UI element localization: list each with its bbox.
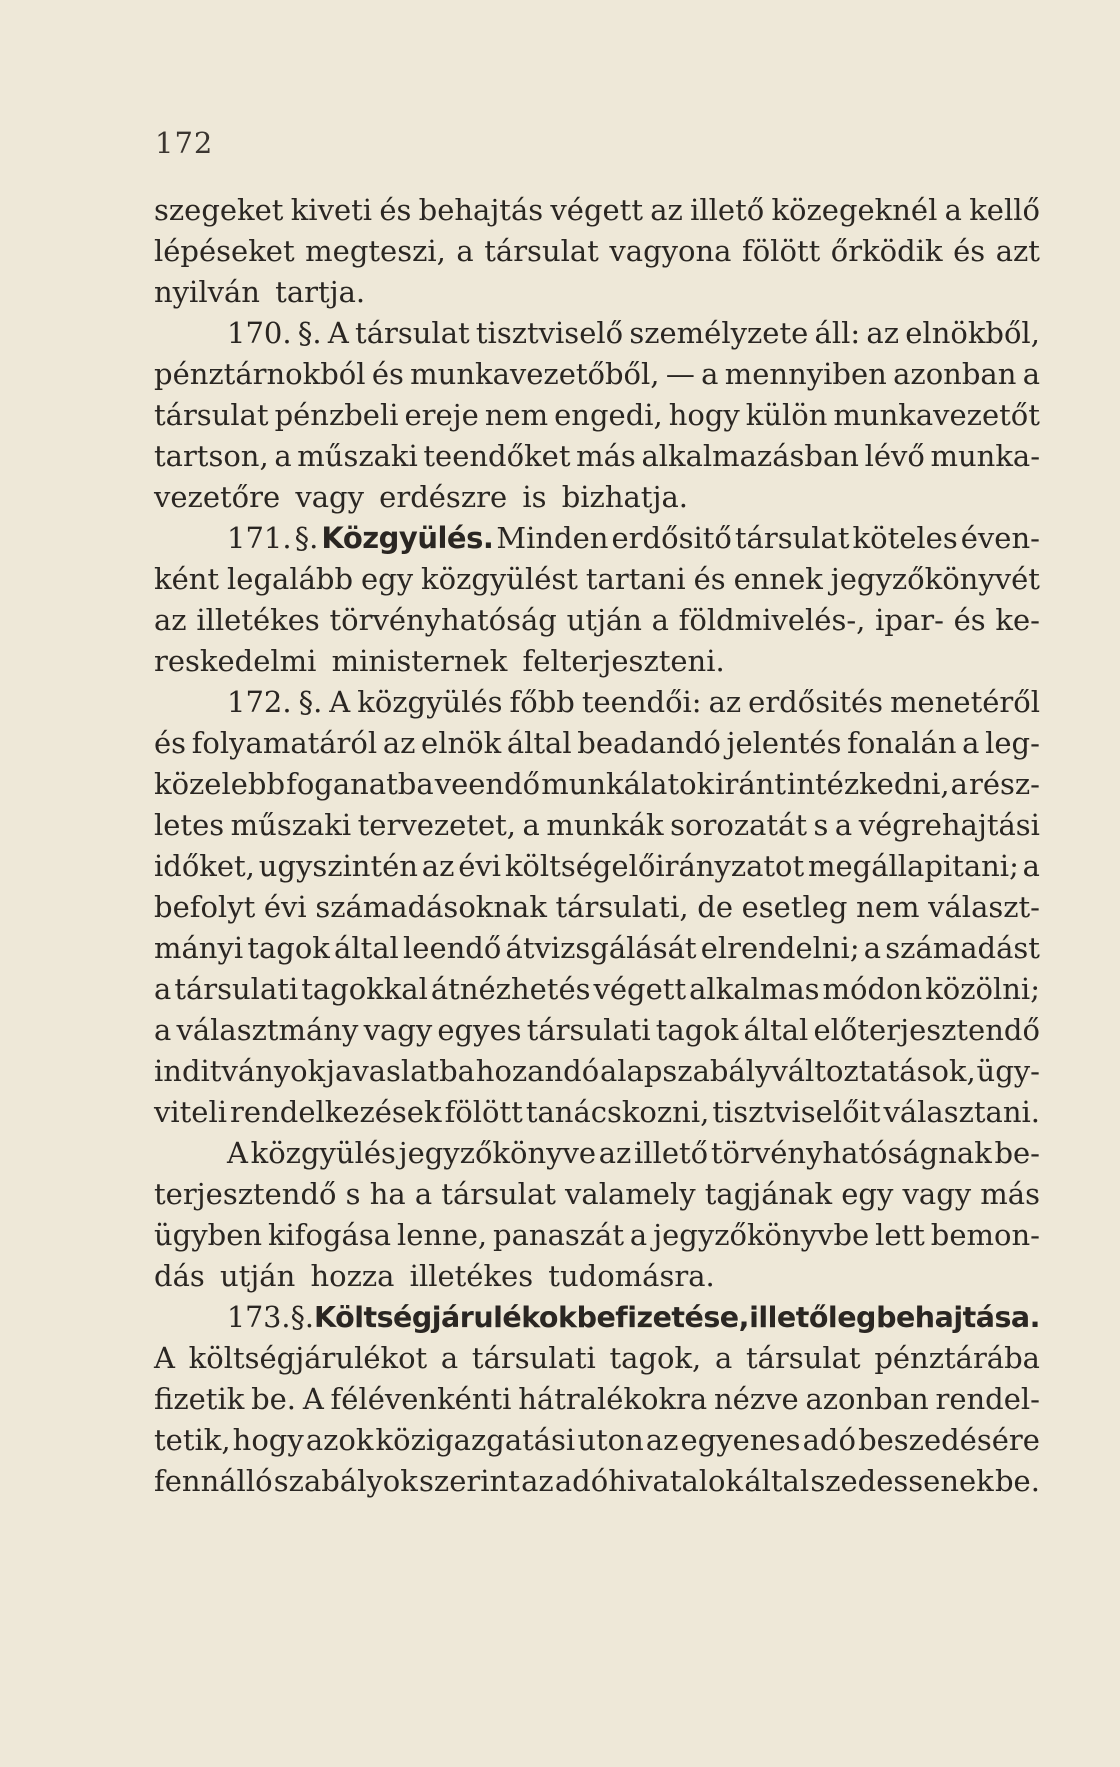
word: §. bbox=[298, 685, 323, 719]
word: §. bbox=[290, 1301, 314, 1334]
word: és bbox=[953, 234, 986, 268]
word: az bbox=[650, 193, 683, 227]
text-line bbox=[154, 846, 1040, 887]
word: erdősités bbox=[748, 685, 884, 719]
word: behajtása. bbox=[876, 1301, 1040, 1334]
word: az bbox=[708, 685, 742, 719]
word: lett bbox=[875, 1218, 925, 1252]
text-line bbox=[154, 1215, 1040, 1256]
word: és bbox=[693, 562, 726, 596]
word: személyzete bbox=[629, 316, 809, 350]
word: évi bbox=[458, 849, 502, 883]
word: társulat bbox=[355, 316, 470, 350]
text-line bbox=[154, 1379, 1040, 1420]
word: a bbox=[414, 1177, 433, 1211]
text-line bbox=[154, 1338, 1040, 1379]
word: társulati, bbox=[555, 890, 689, 924]
word: valamely bbox=[565, 1177, 696, 1211]
word: tagok bbox=[655, 1013, 739, 1047]
word: az bbox=[598, 1136, 632, 1170]
word: javaslatba bbox=[326, 1054, 475, 1088]
word: áll: bbox=[814, 316, 861, 350]
word: A bbox=[154, 1341, 175, 1375]
word: tervezetet, bbox=[357, 808, 517, 842]
word: a bbox=[154, 972, 172, 1006]
word: elnök bbox=[421, 726, 502, 760]
word: munkavezetőt bbox=[833, 398, 1040, 432]
word: teendőket bbox=[423, 439, 571, 473]
word: végett bbox=[593, 972, 687, 1006]
word: nem bbox=[484, 398, 549, 432]
word: társulat bbox=[746, 1341, 861, 1375]
word: ügyben bbox=[154, 1218, 263, 1252]
word: legalább bbox=[227, 562, 354, 596]
word: szerint bbox=[419, 1464, 520, 1498]
text-line bbox=[154, 1174, 1040, 1215]
word: iránt bbox=[715, 767, 786, 801]
word: veendő bbox=[434, 767, 541, 801]
word: fölött bbox=[741, 234, 821, 268]
word: alapszabályváltoztatások, bbox=[599, 1054, 976, 1088]
word: leendő bbox=[403, 931, 502, 965]
word: hogy bbox=[232, 1423, 304, 1457]
text-line: vezetőre vagy erdészre is bizhatja. bbox=[154, 480, 688, 514]
word: vagy bbox=[902, 1177, 972, 1211]
word: panaszát bbox=[493, 1218, 624, 1252]
word: előterjesztendő bbox=[813, 1013, 1040, 1047]
word: munkák bbox=[546, 808, 664, 842]
word: közegeknél bbox=[771, 193, 938, 227]
word: évi bbox=[263, 890, 307, 924]
word: jegyzőkönyvbe bbox=[653, 1218, 870, 1252]
word: közgyülés bbox=[357, 685, 503, 719]
text-line bbox=[154, 1133, 1040, 1174]
word: Minden bbox=[496, 521, 609, 555]
word: terjesztendő bbox=[154, 1177, 337, 1211]
word: a bbox=[834, 808, 853, 842]
word: főbb bbox=[509, 685, 575, 719]
text-line: nyilván tartja. bbox=[154, 275, 366, 309]
word: pénztárába bbox=[874, 1341, 1040, 1375]
word: ugyszintén bbox=[258, 849, 418, 883]
word: elrendelni; bbox=[700, 931, 860, 965]
word: a bbox=[1022, 357, 1040, 391]
word: inditványok bbox=[154, 1054, 326, 1088]
word: közölni; bbox=[925, 972, 1040, 1006]
word: egy bbox=[841, 1177, 894, 1211]
text-line bbox=[154, 764, 1040, 805]
word: tagok, bbox=[609, 1341, 702, 1375]
word: munka- bbox=[930, 439, 1040, 473]
word: tagokkal bbox=[301, 972, 428, 1006]
word: lenne, bbox=[396, 1218, 488, 1252]
word: éven- bbox=[960, 521, 1040, 555]
word: nézve bbox=[713, 1382, 799, 1416]
word: Közgyülés. bbox=[321, 521, 494, 555]
text-line: reskedelmi ministernek felterjeszteni. bbox=[154, 644, 725, 678]
word: költségjárulékot bbox=[188, 1341, 428, 1375]
word: társulati bbox=[471, 1341, 596, 1375]
text-line bbox=[154, 518, 1040, 559]
word: beadandó bbox=[577, 726, 721, 760]
word: mennyiben bbox=[724, 357, 887, 391]
word: azonban bbox=[893, 357, 1017, 391]
word: uton bbox=[577, 1423, 644, 1457]
text-line bbox=[154, 1420, 1040, 1461]
word: időket, bbox=[154, 849, 255, 883]
word: szabályok bbox=[273, 1464, 418, 1498]
word: engedi, bbox=[554, 398, 663, 432]
text-line bbox=[154, 436, 1040, 477]
word: tisztviselőit bbox=[712, 1095, 881, 1129]
word: pénzbeli bbox=[274, 398, 399, 432]
word: társulat bbox=[484, 234, 599, 268]
word: ennek bbox=[733, 562, 823, 596]
text-line bbox=[154, 723, 1040, 764]
word: illető bbox=[634, 1136, 709, 1170]
text-line bbox=[154, 1092, 1040, 1133]
word: szegeket bbox=[154, 193, 284, 227]
word: a bbox=[944, 193, 962, 227]
page-number: 172 bbox=[155, 126, 214, 160]
word: adó bbox=[802, 1423, 856, 1457]
word: a bbox=[714, 1341, 733, 1375]
word: ként bbox=[154, 562, 220, 596]
word: költségelőirányzatot bbox=[504, 849, 805, 883]
word: kellő bbox=[969, 193, 1040, 227]
word: a bbox=[274, 439, 292, 473]
word: által bbox=[334, 931, 399, 965]
word: átvizsgálását bbox=[505, 931, 697, 965]
word: műszaki bbox=[297, 439, 418, 473]
word: esetleg bbox=[741, 890, 848, 924]
word: be. bbox=[994, 1464, 1040, 1498]
word: az bbox=[154, 603, 187, 637]
word: intézkedni, bbox=[787, 767, 950, 801]
word: adóhivatalok bbox=[554, 1464, 744, 1498]
word: társulati bbox=[174, 972, 299, 1006]
word: által bbox=[744, 1464, 810, 1498]
word: szedessenek bbox=[810, 1464, 994, 1498]
word: tartson, bbox=[154, 439, 269, 473]
word: társulat bbox=[734, 521, 850, 555]
word: erdősitő bbox=[611, 521, 732, 555]
word: rendelkezések bbox=[230, 1095, 442, 1129]
word: műszaki bbox=[230, 808, 352, 842]
text-line bbox=[154, 313, 1040, 354]
text-line bbox=[154, 1051, 1040, 1092]
word: tagjának bbox=[704, 1177, 833, 1211]
word: választ- bbox=[928, 890, 1040, 924]
word: kifogása bbox=[267, 1218, 392, 1252]
body-text bbox=[154, 190, 1040, 1502]
word: rendel- bbox=[935, 1382, 1040, 1416]
word: társulati bbox=[526, 1013, 651, 1047]
text-line bbox=[154, 395, 1040, 436]
word: tanácskozni, bbox=[525, 1095, 710, 1129]
word: sorozatát bbox=[670, 808, 807, 842]
word: leg- bbox=[985, 726, 1040, 760]
text-line bbox=[154, 928, 1040, 969]
word: alkalmas bbox=[689, 972, 820, 1006]
word: befizetése, bbox=[576, 1301, 749, 1334]
word: választani. bbox=[883, 1095, 1040, 1129]
word: egy bbox=[360, 562, 414, 596]
text-line bbox=[154, 1297, 1040, 1338]
word: lévő bbox=[864, 439, 925, 473]
word: tagok bbox=[247, 931, 330, 965]
word: a bbox=[629, 1218, 648, 1252]
word: beszedésére bbox=[858, 1423, 1040, 1457]
word: a bbox=[962, 726, 980, 760]
word: letes bbox=[154, 808, 225, 842]
word: illető bbox=[690, 193, 765, 227]
word: 172. bbox=[227, 685, 292, 719]
word: folyamatáról bbox=[191, 726, 378, 760]
text-line bbox=[154, 354, 1040, 395]
word: tartani bbox=[585, 562, 686, 596]
word: a bbox=[456, 234, 474, 268]
word: azt bbox=[995, 234, 1040, 268]
word: egyes bbox=[437, 1013, 522, 1047]
word: rész- bbox=[969, 767, 1040, 801]
word: jegyzőkönyvét bbox=[830, 562, 1040, 596]
word: közgyülés bbox=[250, 1136, 396, 1170]
word: az bbox=[521, 1464, 554, 1498]
word: elnökből, bbox=[905, 316, 1040, 350]
word: ha bbox=[369, 1177, 406, 1211]
word: A bbox=[327, 316, 349, 350]
word: a bbox=[863, 931, 882, 965]
word: teendői: bbox=[581, 685, 702, 719]
word: s bbox=[345, 1177, 361, 1211]
word: közelebb bbox=[154, 767, 286, 801]
word: végrehajtási bbox=[858, 808, 1040, 842]
word: de bbox=[697, 890, 733, 924]
word: tetik, bbox=[154, 1423, 231, 1457]
word: Költségjárulékok bbox=[314, 1301, 577, 1334]
word: mányi bbox=[154, 931, 244, 965]
word: A bbox=[329, 685, 351, 719]
text-line bbox=[154, 805, 1040, 846]
word: alkalmazásban bbox=[641, 439, 859, 473]
word: §. bbox=[294, 521, 319, 555]
word: ügy- bbox=[976, 1054, 1040, 1088]
word: §. bbox=[297, 316, 322, 350]
word: végett bbox=[550, 193, 643, 227]
word: közigazgatási bbox=[375, 1423, 576, 1457]
word: behajtás bbox=[418, 193, 544, 227]
word: bemon- bbox=[930, 1218, 1040, 1252]
word: illetékes bbox=[196, 603, 320, 637]
word: megállapitani; bbox=[807, 849, 1019, 883]
word: más bbox=[980, 1177, 1040, 1211]
word: őrködik bbox=[830, 234, 943, 268]
word: a bbox=[440, 1341, 459, 1375]
word: be- bbox=[994, 1136, 1040, 1170]
word: számadást bbox=[885, 931, 1040, 965]
word: 173. bbox=[227, 1301, 291, 1334]
word: ereje bbox=[404, 398, 479, 432]
word: fizetik bbox=[154, 1382, 245, 1416]
text-line bbox=[154, 600, 1040, 641]
word: földmivelés-, bbox=[678, 603, 866, 637]
word: és bbox=[953, 603, 986, 637]
word: a bbox=[154, 1013, 172, 1047]
text-line bbox=[154, 887, 1040, 928]
word: a bbox=[522, 808, 540, 842]
text-line bbox=[154, 559, 1040, 600]
word: s bbox=[813, 808, 829, 842]
word: vagy bbox=[363, 1013, 433, 1047]
word: az bbox=[645, 1423, 679, 1457]
word: törvényhatóság bbox=[329, 603, 557, 637]
word: a bbox=[1022, 849, 1040, 883]
text-line bbox=[154, 190, 1040, 231]
word: által bbox=[506, 726, 572, 760]
word: törvényhatóságnak bbox=[710, 1136, 992, 1170]
word: illetőleg bbox=[749, 1301, 876, 1334]
word: be. bbox=[251, 1382, 297, 1416]
word: az bbox=[382, 726, 416, 760]
word: nem bbox=[856, 890, 920, 924]
word: 171. bbox=[227, 521, 292, 555]
text-line: dás utján hozza illetékes tudomásra. bbox=[154, 1259, 715, 1293]
word: — bbox=[665, 357, 695, 391]
word: munkálatok bbox=[541, 767, 715, 801]
word: társulat bbox=[154, 398, 269, 432]
word: egyenes bbox=[680, 1423, 801, 1457]
word: hogy bbox=[668, 398, 740, 432]
word: viteli bbox=[154, 1095, 228, 1129]
text-line bbox=[154, 682, 1040, 723]
word: módon bbox=[822, 972, 923, 1006]
word: azonban bbox=[805, 1382, 929, 1416]
word: 170. bbox=[227, 316, 292, 350]
word: foganatba bbox=[286, 767, 434, 801]
word: hátralékokra bbox=[518, 1382, 708, 1416]
word: által bbox=[743, 1013, 809, 1047]
word: és bbox=[379, 193, 412, 227]
word: közgyülést bbox=[421, 562, 578, 596]
text-line bbox=[154, 231, 1040, 272]
text-line bbox=[154, 1010, 1040, 1051]
word: a bbox=[651, 603, 669, 637]
word: tisztviselő bbox=[475, 316, 624, 350]
word: A bbox=[302, 1382, 324, 1416]
word: ke- bbox=[995, 603, 1040, 637]
word: a bbox=[701, 357, 719, 391]
word: a bbox=[950, 767, 968, 801]
word: kiveti bbox=[290, 193, 373, 227]
word: és bbox=[371, 357, 404, 391]
word: hozandó bbox=[475, 1054, 600, 1088]
word: megteszi, bbox=[305, 234, 446, 268]
word: ipar- bbox=[875, 603, 944, 637]
word: fonalán bbox=[847, 726, 957, 760]
word: utján bbox=[566, 603, 642, 637]
word: fölött bbox=[444, 1095, 523, 1129]
word: félévenkénti bbox=[330, 1382, 512, 1416]
word: A bbox=[227, 1136, 248, 1170]
word: befolyt bbox=[154, 890, 256, 924]
word: számadásoknak bbox=[315, 890, 547, 924]
word: az bbox=[421, 849, 455, 883]
word: köteles bbox=[852, 521, 958, 555]
text-line bbox=[154, 1461, 1040, 1502]
word: az bbox=[866, 316, 899, 350]
word: jelentés bbox=[726, 726, 842, 760]
word: átnézhetés bbox=[430, 972, 591, 1006]
word: fennálló bbox=[154, 1464, 273, 1498]
word: lépéseket bbox=[154, 234, 295, 268]
word: választmány bbox=[176, 1013, 359, 1047]
word: menetéről bbox=[890, 685, 1040, 719]
text-line bbox=[154, 969, 1040, 1010]
word: külön bbox=[745, 398, 828, 432]
word: társulat bbox=[441, 1177, 556, 1211]
word: és bbox=[154, 726, 187, 760]
word: pénztárnokból bbox=[154, 357, 366, 391]
word: azok bbox=[305, 1423, 374, 1457]
word: más bbox=[576, 439, 636, 473]
word: jegyzőkönyve bbox=[398, 1136, 597, 1170]
word: vagyona bbox=[609, 234, 732, 268]
word: munkavezetőből, bbox=[410, 357, 660, 391]
